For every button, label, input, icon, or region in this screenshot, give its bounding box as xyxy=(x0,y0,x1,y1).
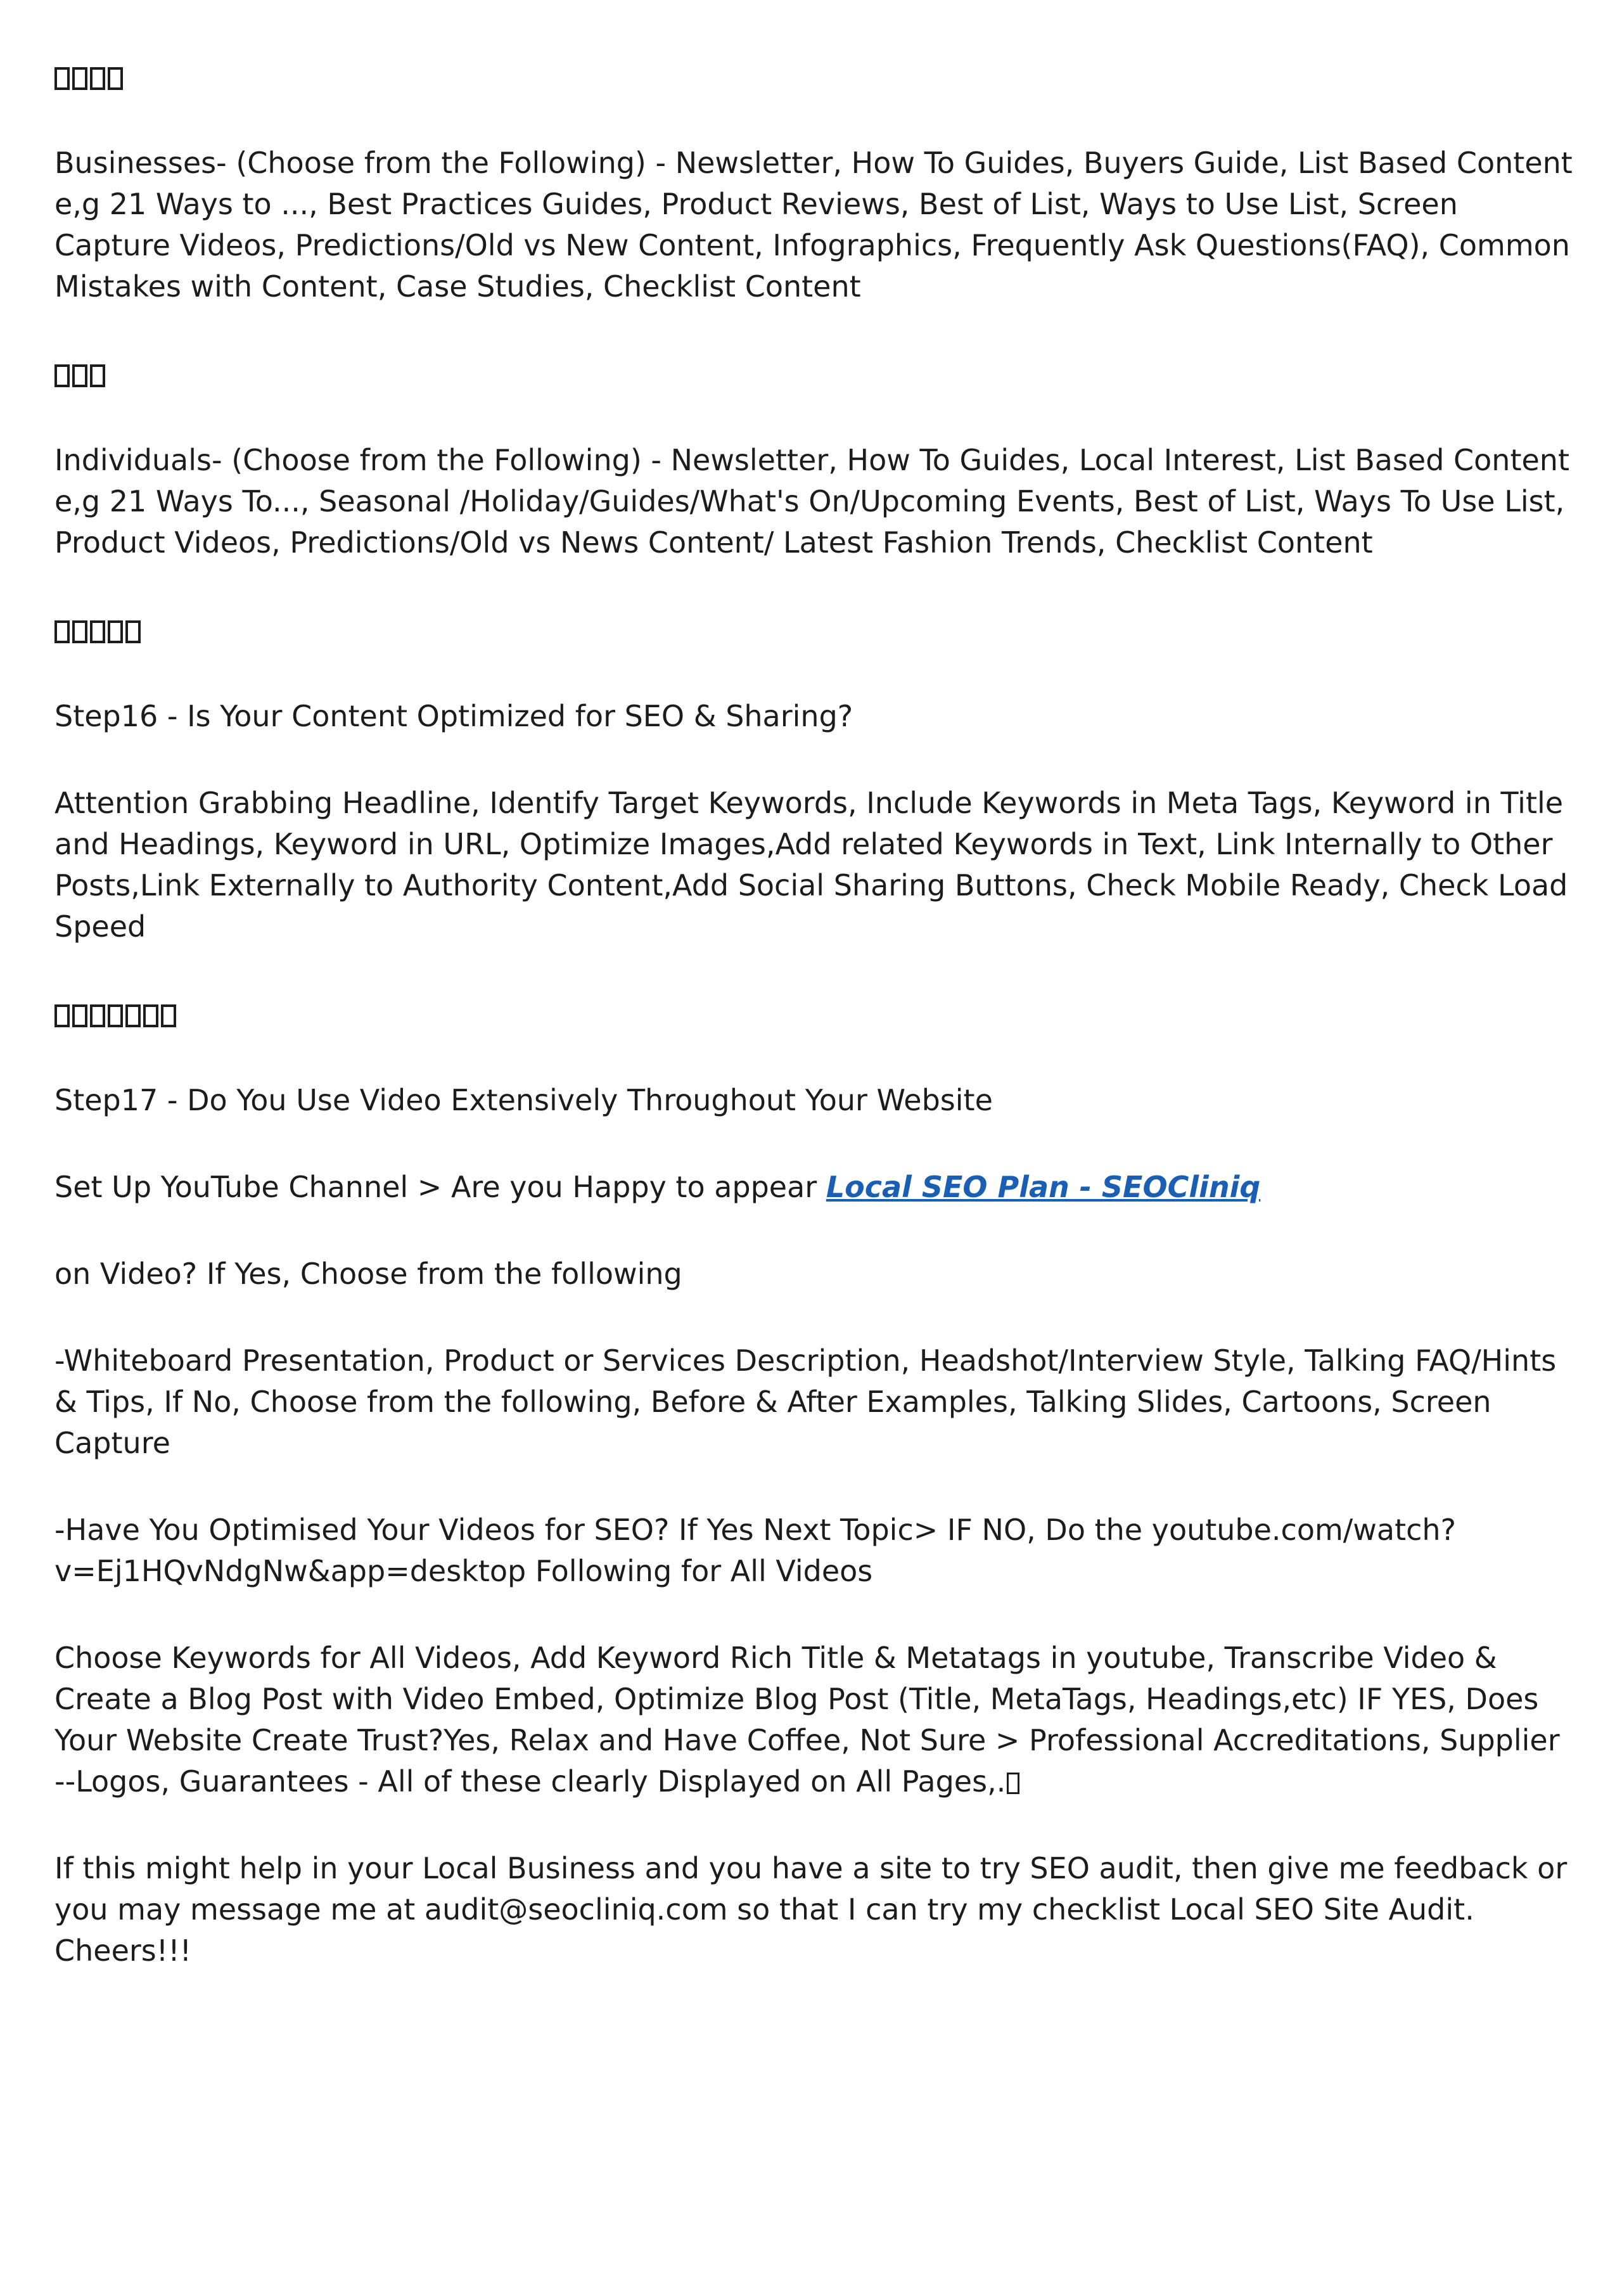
whiteboard-paragraph: -Whiteboard Presentation, Product or Services Description, Headshot/Interview Style, Talking FAQ/Hints & Tips, If No, Choose from the following, Before & After Examples, Talking Slides, Cartoons, Screen Capture xyxy=(54,1344,1557,1460)
missing-glyph-icon xyxy=(72,620,87,643)
step16-heading: Step16 - Is Your Content Optimized for SEO & Sharing? xyxy=(54,699,853,733)
missing-glyph-icon xyxy=(1007,1773,1019,1794)
document-body xyxy=(54,56,1575,2017)
missing-glyph-icon xyxy=(108,67,123,90)
missing-glyph-icon xyxy=(54,364,70,387)
keywords-paragraph xyxy=(54,1638,1575,1802)
youtube-paragraph xyxy=(54,1167,1575,1208)
missing-glyph-row-3 xyxy=(54,609,1575,650)
missing-glyph-icon xyxy=(90,67,105,90)
missing-glyph-icon xyxy=(108,1004,123,1027)
local-seo-plan-link[interactable]: Local SEO Plan - SEOCliniq xyxy=(826,1170,1261,1204)
missing-glyph-row-1 xyxy=(54,56,1575,97)
missing-glyph-icon xyxy=(72,1004,87,1027)
missing-glyph-icon xyxy=(108,620,123,643)
missing-glyph-icon xyxy=(125,1004,141,1027)
missing-glyph-icon xyxy=(161,1004,176,1027)
missing-glyph-icon xyxy=(54,67,70,90)
closing-paragraph: If this might help in your Local Business and you have a site to try SEO audit, then give me feedback or you may message me at audit@seocliniq.com so that I can try my checklist Local SEO Site Audit. Cheers!!! xyxy=(54,1851,1568,1968)
missing-glyph-row-4 xyxy=(54,993,1575,1034)
missing-glyph-icon xyxy=(72,67,87,90)
missing-glyph-icon xyxy=(90,364,105,387)
missing-glyph-row-2 xyxy=(54,353,1575,394)
seo-items-paragraph: Attention Grabbing Headline, Identify Target Keywords, Include Keywords in Meta Tags, Keyword in Title and Headings, Keyword in URL, Optimize Images,Add related Keywords in Text, Link Internally to Other Posts,Link Externally to Authority Content,Add Social Sharing Buttons, Check Mobile Ready, Check Load Speed xyxy=(54,786,1568,944)
missing-glyph-icon xyxy=(90,620,105,643)
individuals-paragraph: Individuals- (Choose from the Following) - Newsletter, How To Guides, Local Interest, List Based Content e,g 21 Ways To..., Seasonal /Holiday/Guides/What's On/Upcoming Events, Best of List, Ways To Use List, Product Videos, Predictions/Old vs News Content/ Latest Fashion Trends, Checklist Content xyxy=(54,443,1569,560)
youtube-prefix-text: Set Up YouTube Channel > Are you Happy to appear xyxy=(54,1170,826,1204)
missing-glyph-icon xyxy=(54,620,70,643)
missing-glyph-icon xyxy=(143,1004,158,1027)
businesses-paragraph: Businesses- (Choose from the Following) - Newsletter, How To Guides, Buyers Guide, List Based Content e,g 21 Ways to ..., Best Practices Guides, Product Reviews, Best of List, Ways to Use List, Screen Capture Videos, Predictions/Old vs New Content, Infographics, Frequently Ask Questions(FAQ), Common Mistakes with Content, Case Studies, Checklist Content xyxy=(54,146,1573,304)
missing-glyph-icon xyxy=(54,1004,70,1027)
missing-glyph-icon xyxy=(72,364,87,387)
on-video-paragraph: on Video? If Yes, Choose from the following xyxy=(54,1257,682,1291)
missing-glyph-icon xyxy=(90,1004,105,1027)
step17-heading: Step17 - Do You Use Video Extensively Throughout Your Website xyxy=(54,1083,993,1117)
missing-glyph-icon xyxy=(125,620,141,643)
keywords-text: Choose Keywords for All Videos, Add Keyword Rich Title & Metatags in youtube, Transcribe Video & Create a Blog Post with Video Embed, Optimize Blog Post (Title, MetaTags, Headings,etc) IF YES, Does Your Website Create Trust?Yes, Relax and Have Coffee, Not Sure > Professional Accreditations, Supplier --Logos, Guarantees - All of these clearly Displayed on All Pages,. xyxy=(54,1641,1560,1799)
optimised-paragraph: -Have You Optimised Your Videos for SEO? If Yes Next Topic> IF NO, Do the youtube.com/watch?v=Ej1HQvNdgNw&app=desktop Following for All Videos xyxy=(54,1513,1456,1588)
